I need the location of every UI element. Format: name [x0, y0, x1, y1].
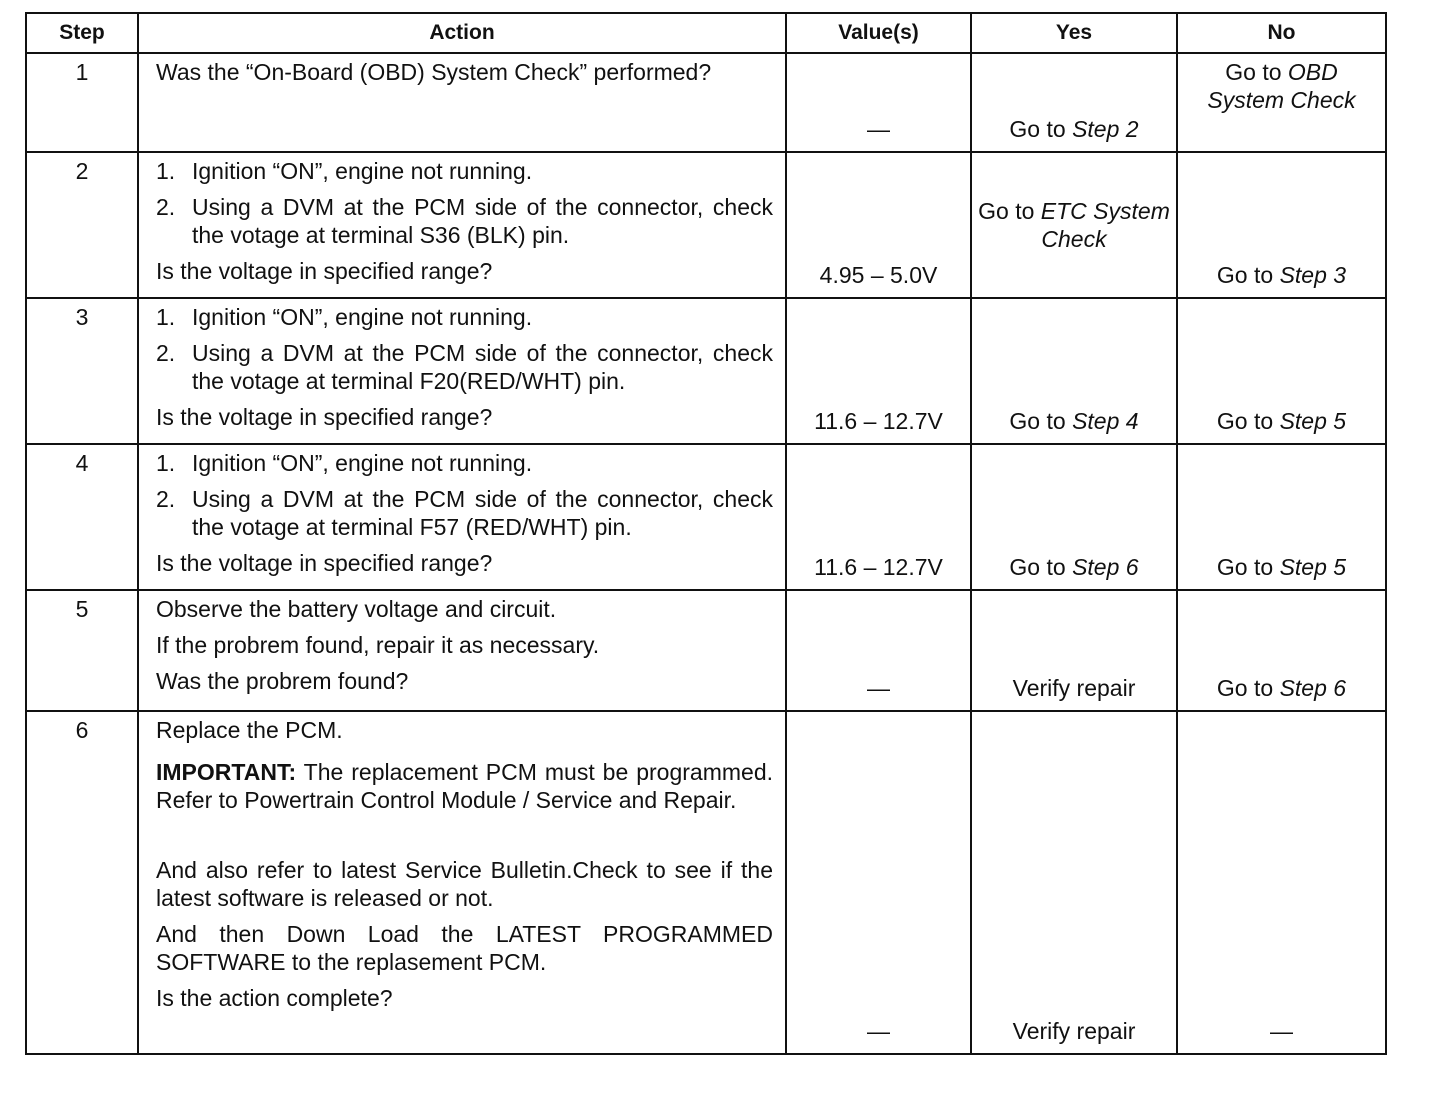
no-cell — [1177, 590, 1386, 711]
yes-target: Step 2 — [1072, 116, 1139, 142]
action-cell — [138, 298, 786, 444]
yes-cell — [971, 53, 1177, 152]
yes-prefix: Go to — [1009, 554, 1073, 580]
value-cell: 4.95 – 5.0V — [786, 152, 971, 298]
yes-prefix: Go to — [1009, 116, 1073, 142]
table-row — [26, 444, 1386, 590]
yes-target: Step 6 — [1072, 554, 1139, 580]
header-action: Action — [138, 13, 786, 53]
value-cell: 11.6 – 12.7V — [786, 444, 971, 590]
action-question: Is the voltage in specified range? — [156, 258, 493, 284]
table-row — [26, 152, 1386, 298]
yes-cell — [971, 152, 1177, 298]
no-target: OBD System Check — [1207, 59, 1356, 113]
action-cell — [138, 444, 786, 590]
step-number: 4 — [26, 444, 138, 590]
header-values: Value(s) — [786, 13, 971, 53]
diagnostic-table — [25, 12, 1387, 1055]
no-cell — [1177, 298, 1386, 444]
no-prefix: Go to — [1216, 262, 1280, 288]
action-item: 2. Using a DVM at the PCM side of the connector, check the votage at terminal F20(RED/WHT) pin. — [156, 340, 773, 394]
table-row — [26, 711, 1386, 1054]
action-item: 1. Ignition “ON”, engine not running. — [156, 158, 533, 184]
no-prefix: Go to — [1216, 554, 1280, 580]
no-target: Step 6 — [1279, 675, 1347, 701]
action-paragraph: And also refer to latest Service Bulletin.Check to see if the latest software is released or not. — [156, 857, 773, 911]
value-cell: — — [786, 590, 971, 711]
action-cell — [138, 711, 786, 1054]
yes-prefix: Go to — [1009, 408, 1073, 434]
action-line: Replace the PCM. — [156, 717, 343, 743]
step-number: 3 — [26, 298, 138, 444]
no-cell — [1177, 444, 1386, 590]
step-number: 5 — [26, 590, 138, 711]
action-cell — [138, 152, 786, 298]
yes-target: ETC System Check — [1040, 198, 1170, 252]
header-yes: Yes — [971, 13, 1177, 53]
step-number: 6 — [26, 711, 138, 1054]
header-no: No — [1177, 13, 1386, 53]
action-line: Observe the battery voltage and circuit. — [156, 596, 557, 622]
action-item: 1. Ignition “ON”, engine not running. — [156, 304, 533, 330]
value-cell: — — [786, 53, 971, 152]
no-prefix: Go to — [1216, 408, 1280, 434]
table-row — [26, 590, 1386, 711]
important-text: The replacement PCM must be programmed. Refer to Powertrain Control Module / Service and Repair. — [156, 759, 773, 813]
yes-cell: Verify repair — [971, 590, 1177, 711]
action-cell — [138, 590, 786, 711]
no-target: Step 5 — [1279, 554, 1347, 580]
yes-cell — [971, 444, 1177, 590]
table-row — [26, 298, 1386, 444]
action-cell — [138, 53, 786, 152]
table-row — [26, 53, 1386, 152]
header-step: Step — [26, 13, 138, 53]
no-target: Step 3 — [1279, 262, 1347, 288]
yes-target: Step 4 — [1072, 408, 1139, 434]
yes-cell — [971, 298, 1177, 444]
action-line: If the probrem found, repair it as necessary. — [156, 632, 600, 658]
no-cell — [1177, 53, 1386, 152]
action-question: Is the action complete? — [156, 985, 393, 1011]
value-cell: 11.6 – 12.7V — [786, 298, 971, 444]
action-paragraph: And then Down Load the LATEST PROGRAMMED SOFTWARE to the replasement PCM. — [156, 921, 773, 975]
action-question: Is the voltage in specified range? — [156, 550, 493, 576]
step-number: 1 — [26, 53, 138, 152]
header-row — [26, 13, 1386, 53]
important-note — [156, 758, 773, 814]
no-cell — [1177, 152, 1386, 298]
important-label: IMPORTANT: — [156, 759, 297, 785]
action-item: 2. Using a DVM at the PCM side of the connector, check the votage at terminal F57 (RED/WHT) pin. — [156, 486, 773, 540]
step-number: 2 — [26, 152, 138, 298]
action-question: Was the probrem found? — [156, 668, 409, 694]
no-prefix: Go to — [1216, 675, 1280, 701]
value-cell: — — [786, 711, 971, 1054]
action-text: Was the “On-Board (OBD) System Check” performed? — [156, 59, 712, 85]
action-item: 1. Ignition “ON”, engine not running. — [156, 450, 533, 476]
no-target: Step 5 — [1279, 408, 1347, 434]
no-cell: — — [1177, 711, 1386, 1054]
no-prefix: Go to — [1225, 59, 1288, 85]
action-question: Is the voltage in specified range? — [156, 404, 493, 430]
yes-cell: Verify repair — [971, 711, 1177, 1054]
yes-prefix: Go to — [978, 198, 1041, 224]
action-item: 2. Using a DVM at the PCM side of the connector, check the votage at terminal S36 (BLK) pin. — [156, 194, 773, 248]
